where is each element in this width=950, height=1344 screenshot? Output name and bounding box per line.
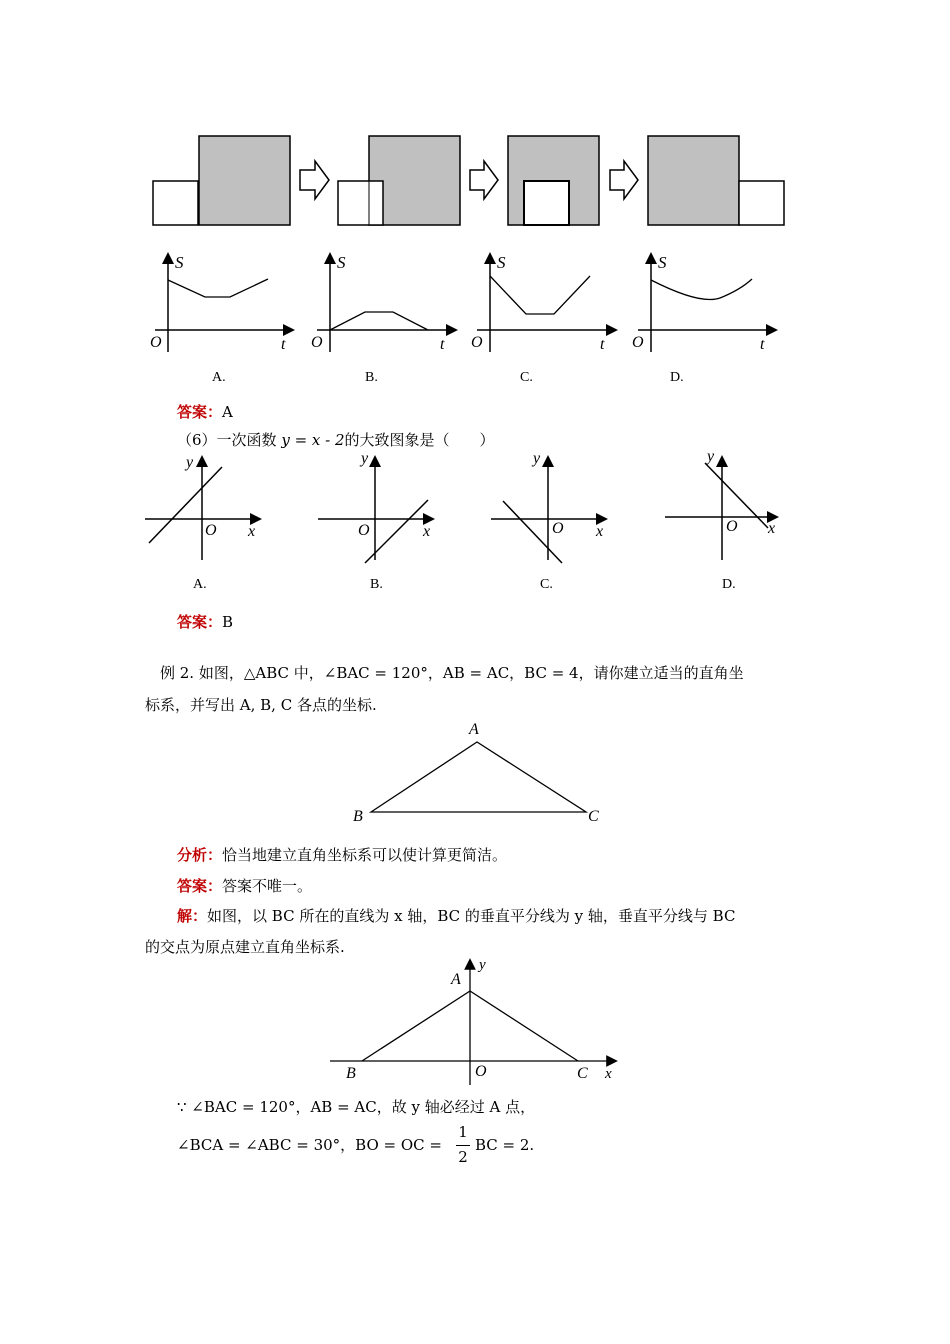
answer-label: 答案： [177,403,223,421]
option-b[interactable]: B. [365,370,378,385]
axis-label-x: x [768,520,776,537]
axis-label-y: y [186,454,194,471]
origin-label: O [311,334,323,351]
axis-label-y: y [533,450,541,467]
coord-label-b: B [346,1065,356,1082]
origin-label: O [471,334,483,351]
origin-label: O [632,334,644,351]
axis-label-t: t [760,336,765,353]
origin-label: O [726,518,738,535]
coord-label-x: x [605,1066,612,1082]
option-d[interactable]: D. [722,577,736,592]
q6-equation: y = x - 2 [281,431,345,449]
option-c[interactable]: C. [520,370,533,385]
q6-stem-suffix: 的大致图象是（ ） [344,431,495,449]
analysis-label: 分析： [177,846,223,864]
axis-label-y: y [361,450,369,467]
answer-value: B [222,613,234,631]
origin-label: O [552,520,564,537]
coord-label-c: C [577,1065,588,1082]
vertex-label-c: C [588,808,599,825]
vertex-label-a: A [469,721,479,738]
axis-label-s: S [337,253,346,272]
option-d[interactable]: D. [670,370,684,385]
answer-label: 答案： [177,877,223,895]
axis-label-t: t [440,336,445,353]
solution-text: 如图，以 BC 所在的直线为 x 轴，BC 的垂直平分线为 y 轴，垂直平分线与 BC [207,907,736,925]
axis-label-x: x [596,523,604,540]
analysis-text: 恰当地建立直角坐标系可以使计算更简洁。 [222,846,508,864]
axis-label-s: S [175,253,184,272]
reason-line1: ∵ ∠BAC = 120°，AB = AC，故 y 轴必经过 A 点， [177,1098,536,1116]
axis-label-t: t [600,336,605,353]
q6-stem-prefix: （6）一次函数 [177,431,277,449]
axis-label-s: S [658,253,667,272]
option-a[interactable]: A. [212,370,226,385]
origin-label: O [205,522,217,539]
option-b[interactable]: B. [370,577,383,592]
example2-line2: 标系，并写出 A, B, C 各点的坐标. [145,696,377,714]
solution-label: 解： [177,907,208,925]
fraction-denominator: 2 [458,1148,468,1166]
origin-label: O [150,334,162,351]
example2-line1: 例 2. 如图，△ABC 中，∠BAC = 120°，AB = AC，BC = 4，请你建立适当的直角坐 [160,664,744,682]
coord-label-y: y [479,957,486,973]
answer-label: 答案： [177,613,223,631]
option-c[interactable]: C. [540,577,553,592]
axis-label-y: y [707,448,715,465]
vertex-label-b: B [353,808,363,825]
fraction-numerator: 1 [458,1123,468,1141]
fraction-bar [456,1145,470,1146]
axis-label-x: x [248,523,256,540]
answer-text: 答案不唯一。 [222,877,313,895]
reason-line2-left: ∠BCA = ∠ABC = 30°，BO = OC = [177,1136,442,1154]
option-a[interactable]: A. [193,577,207,592]
axis-label-x: x [423,523,431,540]
origin-label: O [358,522,370,539]
coord-label-a: A [451,971,461,988]
axis-label-s: S [497,253,506,272]
reason-line2-right: BC = 2. [475,1136,535,1154]
solution-line2: 的交点为原点建立直角坐标系. [145,938,345,956]
coord-label-o: O [475,1063,487,1080]
axis-label-t: t [281,336,286,353]
answer-value: A [222,403,233,421]
